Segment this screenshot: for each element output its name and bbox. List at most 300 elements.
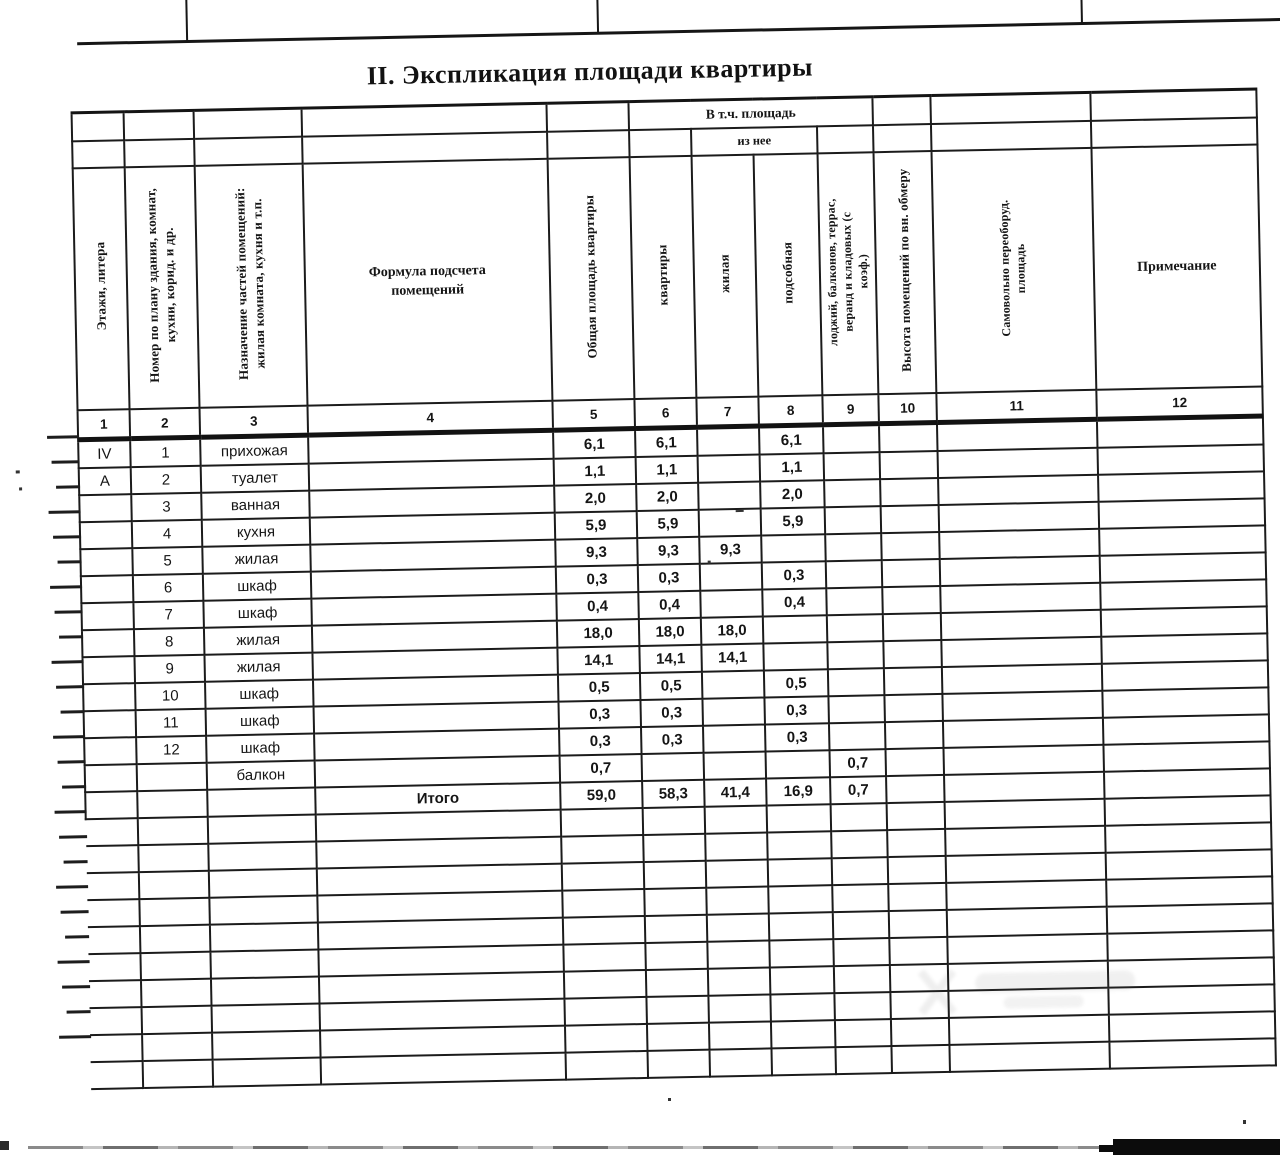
cell — [72, 112, 125, 142]
empty-cell — [705, 832, 768, 860]
empty-cell — [208, 842, 317, 871]
col-number-7: 7 — [696, 397, 759, 428]
cell-col5: 0,3 — [559, 727, 642, 756]
col-header-5 — [548, 157, 635, 401]
top-fragment-stub — [185, 0, 188, 41]
empty-cell — [564, 970, 647, 999]
cell-col8: 0,3 — [762, 561, 827, 589]
cell-col7 — [698, 455, 761, 483]
empty-cell — [831, 803, 888, 831]
section-title: II. Экспликация площади квартиры — [366, 52, 814, 91]
cell-col2: 10 — [135, 682, 206, 710]
col-header-label: Высота помещений по вн. обмеру — [894, 168, 914, 372]
cell-col11 — [942, 664, 1103, 694]
cell-col7: 14,1 — [701, 644, 764, 672]
cell-col2: 12 — [136, 736, 207, 764]
empty-cell — [213, 1058, 322, 1087]
top-fragment-stub — [1080, 0, 1083, 23]
col-header-label: лоджий, балконов, террас, веранд и кладовых (с коэф.) — [823, 197, 871, 346]
empty-cell — [1105, 795, 1272, 825]
cell-col1 — [81, 602, 134, 630]
cell-col10 — [886, 775, 945, 803]
cell-col3 — [207, 788, 316, 817]
empty-cell — [1106, 876, 1273, 906]
empty-cell — [949, 1015, 1110, 1045]
cell-col3: шкаф — [206, 707, 315, 736]
cell-col9 — [829, 722, 886, 750]
cell-col2 — [137, 790, 208, 818]
cell-col12 — [1104, 768, 1271, 798]
empty-cell — [86, 818, 139, 846]
cell-col7 — [700, 590, 763, 618]
cell-col9 — [826, 587, 883, 615]
cell-col10 — [882, 586, 941, 614]
row-line-overhang — [64, 860, 88, 863]
cell-col5: 1,1 — [554, 457, 637, 486]
row-line-overhang — [47, 435, 79, 439]
cell-col5: 5,9 — [555, 511, 638, 540]
col-header-6 — [630, 156, 697, 399]
cell-col5: 0,4 — [556, 592, 639, 621]
cell-col8 — [761, 534, 826, 562]
cell-col11 — [940, 583, 1101, 613]
empty-cell — [1105, 822, 1272, 852]
empty-cell — [648, 1050, 711, 1078]
cell-col8 — [763, 615, 828, 643]
cell-col5: 0,3 — [556, 565, 639, 594]
row-line-overhang — [58, 560, 82, 563]
bottom-left-mark — [0, 1141, 9, 1150]
cell-col1: А — [79, 467, 132, 495]
empty-cell — [212, 1031, 321, 1060]
empty-cell — [139, 898, 210, 926]
cell-col7 — [702, 698, 765, 726]
cell-col7 — [698, 482, 761, 510]
col-header-label: Формула подсчета помещений — [368, 263, 486, 299]
empty-cell — [946, 853, 1107, 883]
empty-cell — [87, 899, 140, 927]
empty-cell — [321, 1053, 566, 1085]
col-number-10: 10 — [878, 393, 937, 424]
empty-cell — [212, 1004, 321, 1033]
empty-cell — [709, 1048, 772, 1076]
cell-col1 — [80, 521, 133, 549]
cell-col2: 11 — [136, 709, 207, 737]
row-line-overhang — [53, 535, 81, 539]
cell-col9: 0,7 — [830, 776, 887, 804]
cell-col12 — [1098, 444, 1265, 474]
cell-col1: IV — [78, 439, 131, 469]
cell-col8: 16,9 — [766, 777, 831, 805]
empty-cell — [209, 896, 318, 925]
empty-cell — [1106, 849, 1273, 879]
empty-cell — [706, 886, 769, 914]
cell — [930, 92, 1091, 124]
cell-col11 — [942, 691, 1103, 721]
empty-cell — [646, 996, 709, 1024]
cell-col5: 14,1 — [557, 646, 640, 675]
cell-col1 — [82, 629, 135, 657]
empty-cell — [562, 889, 645, 918]
empty-cell — [889, 910, 948, 938]
empty-cell — [566, 1051, 649, 1080]
cell-col6: 0,4 — [638, 591, 701, 619]
col-header-10 — [874, 151, 937, 394]
empty-cell — [771, 1047, 836, 1075]
cell-col9 — [824, 452, 881, 480]
cell — [72, 140, 125, 168]
scan-speck — [736, 510, 744, 512]
empty-cell — [769, 939, 834, 967]
cell-col1 — [82, 656, 135, 684]
cell — [1091, 118, 1258, 148]
row-line-overhang — [52, 460, 80, 464]
bottom-scan-line — [28, 1146, 1243, 1149]
cell-col10 — [882, 559, 941, 587]
empty-cell — [564, 997, 647, 1026]
row-line-overhang — [59, 635, 83, 638]
cell-col6: 2,0 — [636, 483, 699, 511]
cell-col2: 7 — [133, 601, 204, 629]
row-line-overhang — [58, 760, 86, 764]
cell-col6: 0,3 — [641, 726, 704, 754]
col-number-8: 8 — [758, 395, 823, 426]
empty-cell — [91, 1061, 144, 1089]
cell-col10 — [886, 748, 945, 776]
cell-col10 — [883, 640, 942, 668]
cell-col7: 9,3 — [699, 536, 762, 564]
row-line-overhang — [59, 1035, 91, 1039]
row-line-overhang — [55, 610, 83, 614]
cell-col5: 18,0 — [557, 619, 640, 648]
col-header-9 — [818, 152, 879, 395]
cell — [194, 108, 303, 139]
cell-col2: 2 — [131, 466, 202, 494]
empty-cell — [887, 829, 946, 857]
cell-col6: 0,3 — [640, 699, 703, 727]
row-line-overhang — [58, 960, 90, 964]
cell-col9 — [827, 614, 884, 642]
cell-col2: 4 — [132, 520, 203, 548]
row-line-overhang — [55, 810, 87, 814]
cell-col12 — [1099, 525, 1266, 555]
col-header-label: Этажи, литера — [91, 241, 109, 331]
empty-cell — [562, 862, 645, 891]
col-number-2: 2 — [130, 408, 201, 439]
empty-cell — [646, 969, 709, 997]
cell-col10 — [880, 478, 939, 506]
cell-col8 — [766, 750, 831, 778]
group-header-of-it: из нее — [691, 126, 818, 156]
cell-col11 — [943, 718, 1104, 748]
empty-cell — [888, 883, 947, 911]
empty-cell — [708, 967, 771, 995]
empty-cell — [644, 888, 707, 916]
empty-cell — [833, 911, 890, 939]
col-header-12 — [1091, 145, 1262, 390]
cell-col11 — [941, 610, 1102, 640]
empty-cell — [770, 966, 835, 994]
cell — [124, 139, 195, 167]
row-line-overhang — [61, 910, 89, 914]
cell-col8: 0,5 — [764, 669, 829, 697]
table-header — [72, 89, 1263, 440]
cell-col7 — [697, 426, 760, 456]
cell — [1090, 89, 1257, 121]
cell-col6: 0,5 — [640, 672, 703, 700]
cell-col9 — [828, 695, 885, 723]
cell-col3: кухня — [202, 518, 311, 547]
empty-cell — [86, 845, 139, 873]
cell-col5: 0,3 — [558, 700, 641, 729]
col-number-4: 4 — [307, 401, 553, 435]
cell-col2: 3 — [131, 493, 202, 521]
cell-col8: 0,4 — [762, 588, 827, 616]
cell-col1 — [84, 710, 137, 738]
cell-col9: 0,7 — [830, 749, 887, 777]
empty-cell — [707, 940, 770, 968]
cell-col1 — [80, 548, 133, 576]
empty-cell — [142, 1006, 213, 1034]
cell-col12 — [1099, 498, 1266, 528]
row-line-overhang — [50, 585, 82, 589]
row-line-overhang — [65, 935, 89, 938]
cell-col7 — [704, 752, 767, 780]
cell-col12 — [1101, 633, 1268, 663]
col-header-7 — [692, 155, 759, 398]
empty-cell — [832, 857, 889, 885]
empty-cell — [769, 912, 834, 940]
cell-col8: 2,0 — [760, 480, 825, 508]
cell-col12 — [1102, 660, 1269, 690]
empty-cell — [888, 856, 947, 884]
row-line-overhang — [56, 885, 88, 889]
cell-col5: 59,0 — [560, 781, 643, 810]
col-header-label: подсобная — [778, 241, 796, 304]
col-header-label: Примечание — [1137, 257, 1217, 275]
cell-col11 — [941, 637, 1102, 667]
column-label-row — [73, 145, 1263, 411]
row-line-overhang — [53, 735, 85, 739]
empty-cell — [139, 871, 210, 899]
empty-cell — [770, 993, 835, 1021]
col-number-9: 9 — [822, 394, 879, 425]
empty-cell — [835, 1046, 892, 1074]
cell-col6: 14,1 — [639, 645, 702, 673]
col-header-1 — [73, 167, 130, 410]
cell-col3: ванная — [201, 491, 310, 520]
row-line-overhang — [62, 985, 90, 989]
col-number-3: 3 — [200, 406, 309, 438]
cell-col2: 8 — [134, 628, 205, 656]
cell-col6: 1,1 — [636, 456, 699, 484]
watermark — [933, 958, 1144, 1014]
cell-col12 — [1097, 416, 1264, 448]
row-line-overhang — [61, 710, 85, 713]
empty-cell — [708, 994, 771, 1022]
cell-col7 — [699, 509, 762, 537]
cell-col2 — [137, 763, 208, 791]
empty-cell — [768, 858, 833, 886]
empty-cell — [143, 1060, 214, 1088]
cell — [817, 125, 874, 153]
empty-cell — [90, 1034, 143, 1062]
empty-cell — [89, 980, 142, 1008]
explication-table — [71, 88, 1277, 1091]
col-number-12: 12 — [1096, 386, 1263, 419]
col-header-label: квартиры — [653, 244, 671, 306]
cell-col6: 18,0 — [639, 618, 702, 646]
empty-cell — [644, 861, 707, 889]
empty-cell — [138, 817, 209, 845]
row-line-overhang — [56, 685, 84, 689]
empty-cell — [767, 831, 832, 859]
cell-col7 — [703, 725, 766, 753]
empty-cell — [1109, 1011, 1276, 1041]
cell-col1 — [85, 791, 138, 819]
cell-col12 — [1102, 687, 1269, 717]
empty-cell — [1109, 1038, 1276, 1068]
cell — [873, 124, 932, 152]
row-line-overhangs — [0, 0, 1268, 13]
empty-cell — [647, 1023, 710, 1051]
row-line-overhang — [59, 835, 87, 839]
cell-col7: 18,0 — [701, 617, 764, 645]
cell-col8: 0,3 — [765, 723, 830, 751]
empty-cell — [767, 804, 832, 832]
top-fragment-stub — [596, 0, 599, 33]
cell-col8: 5,9 — [761, 507, 826, 535]
col-header-8 — [754, 153, 823, 396]
empty-cell — [561, 808, 644, 837]
cell-col9 — [823, 424, 880, 454]
empty-cell — [211, 977, 320, 1006]
cell-col10 — [885, 721, 944, 749]
cell-col10 — [883, 613, 942, 641]
scan-speck — [708, 561, 711, 564]
col-number-1: 1 — [78, 409, 131, 440]
empty-cell — [891, 1018, 950, 1046]
empty-cell — [141, 979, 212, 1007]
cell-col12 — [1100, 552, 1267, 582]
empty-cell — [88, 953, 141, 981]
scan-speck — [16, 470, 20, 473]
row-line-overhang — [67, 1010, 91, 1013]
cell-col5: 0,5 — [558, 673, 641, 702]
row-line-overhang — [62, 785, 86, 788]
empty-cell — [138, 844, 209, 872]
empty-cell — [209, 869, 318, 898]
cell — [546, 102, 629, 132]
cell-col10 — [884, 667, 943, 695]
cell-col3: прихожая — [200, 435, 309, 466]
cell-col7 — [700, 563, 763, 591]
cell-col2: 9 — [134, 655, 205, 683]
cell-col1 — [83, 683, 136, 711]
empty-cell — [833, 938, 890, 966]
col-number-11: 11 — [936, 390, 1097, 423]
cell-col6: 5,9 — [637, 510, 700, 538]
empty-cell — [771, 1020, 836, 1048]
cell-col2: 1 — [130, 437, 201, 467]
col-header-label: Назначение частей помещений: жилая комната, кухня и т.п. — [232, 187, 268, 380]
empty-cell — [768, 885, 833, 913]
cell-col8: 1,1 — [760, 453, 825, 481]
cell-col10 — [881, 532, 940, 560]
cell-col10 — [879, 423, 938, 453]
top-fragment-line — [77, 18, 1280, 45]
empty-cell — [1107, 930, 1274, 960]
cell — [629, 129, 692, 157]
col-header-label: Общая площадь квартиры — [580, 194, 600, 359]
cell-col6: 6,1 — [635, 427, 698, 457]
cell-col12 — [1101, 606, 1268, 636]
cell-col3: шкаф — [206, 734, 315, 763]
cell-col11 — [940, 556, 1101, 586]
cell — [124, 110, 195, 140]
empty-cell — [140, 952, 211, 980]
empty-cell — [561, 835, 644, 864]
empty-cell — [565, 1024, 648, 1053]
cell-col7 — [702, 671, 765, 699]
empty-cell — [949, 1042, 1110, 1072]
empty-cell — [945, 799, 1106, 829]
cell-col2: 6 — [133, 574, 204, 602]
cell-col6: 9,3 — [637, 537, 700, 565]
empty-cell — [891, 1045, 950, 1073]
cell-col9 — [824, 479, 881, 507]
cell-col12 — [1103, 714, 1270, 744]
cell — [547, 130, 630, 159]
empty-cell — [889, 937, 948, 965]
cell-col11 — [937, 419, 1098, 451]
col-header-label: Номер по плану здания, комнат, кухни, корид. и др. — [143, 187, 179, 383]
cell-col11 — [943, 745, 1104, 775]
empty-cell — [645, 942, 708, 970]
cell-col11 — [939, 529, 1100, 559]
empty-cell — [706, 859, 769, 887]
cell-col1 — [79, 494, 132, 522]
cell-col6: 0,3 — [638, 564, 701, 592]
cell-col1 — [81, 575, 134, 603]
empty-cell — [707, 913, 770, 941]
group-header-in-total: В т.ч. площадь — [628, 97, 873, 130]
cell-col5: 6,1 — [553, 429, 636, 459]
empty-cell — [946, 880, 1107, 910]
cell — [872, 96, 931, 126]
cell-col3: жилая — [204, 653, 313, 682]
empty-cell — [834, 992, 891, 1020]
empty-cell — [210, 950, 319, 979]
empty-cell — [835, 1019, 892, 1047]
col-header-3 — [195, 164, 308, 408]
empty-cell — [831, 830, 888, 858]
empty-cell — [563, 916, 646, 945]
cell-col11 — [938, 475, 1099, 505]
empty-cell — [705, 806, 768, 834]
cell-col3: балкон — [207, 761, 316, 790]
empty-cell — [945, 826, 1106, 856]
empty-cell — [887, 802, 946, 830]
cell-col5: 2,0 — [554, 484, 637, 513]
empty-cell — [645, 915, 708, 943]
cell-col1 — [85, 764, 138, 792]
col-number-6: 6 — [634, 398, 697, 429]
cell-col3: жилая — [202, 545, 311, 574]
col-header-label: Самовольно переоборуд. площадь — [996, 199, 1029, 337]
cell-col4: Итого — [315, 783, 560, 815]
empty-cell — [709, 1021, 772, 1049]
